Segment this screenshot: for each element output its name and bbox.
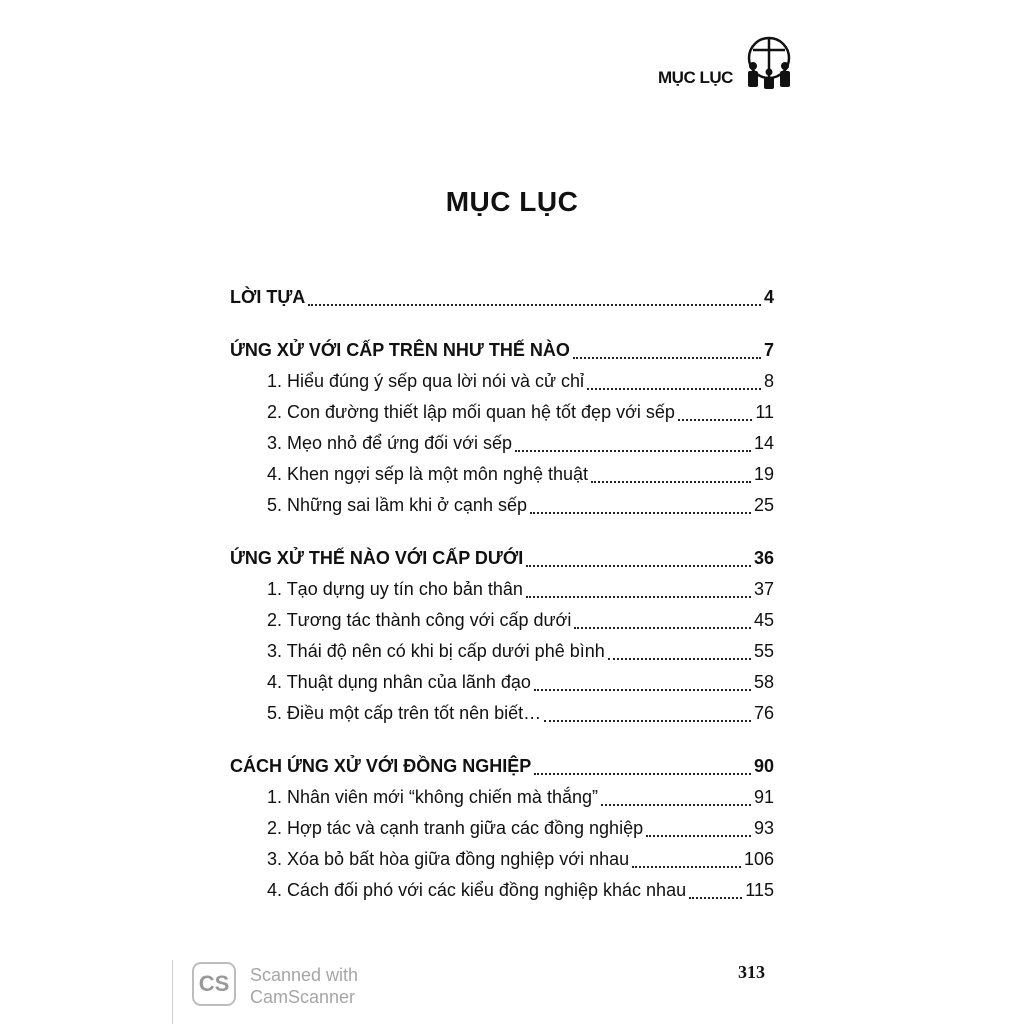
table-of-contents: [230, 282, 774, 928]
toc-entry-title: 2. Tương tác thành công với cấp dưới: [267, 610, 572, 630]
toc-section-heading: [230, 335, 774, 366]
toc-section-heading-title: ỨNG XỬ VỚI CẤP TRÊN NHƯ THẾ NÀO: [230, 340, 570, 360]
scanner-watermark: [250, 964, 358, 1008]
dot-leader: [526, 596, 751, 598]
page-title: MỤC LỤC: [445, 186, 579, 217]
toc-entry: [230, 844, 774, 875]
toc-entry-title: 3. Mẹo nhỏ để ứng đối với sếp: [267, 433, 513, 453]
dot-leader: [587, 388, 761, 390]
scanner-line-2: CamScanner: [250, 987, 356, 1007]
toc-section-heading: [230, 543, 774, 574]
dot-leader: [308, 304, 761, 306]
toc-section-heading: [230, 751, 774, 782]
toc-entry: [230, 667, 774, 698]
toc-entry: [230, 636, 774, 667]
dot-leader: [515, 450, 751, 452]
toc-section-heading-page: 90: [753, 756, 774, 776]
toc-entry-page: 11: [755, 402, 774, 422]
toc-entry: [230, 875, 774, 906]
toc-entry: [230, 366, 774, 397]
toc-entry: [230, 459, 774, 490]
globe-cross-people-icon: [741, 36, 797, 92]
toc-entry-title: 4. Cách đối phó với các kiểu đồng nghiệp khác nhau: [267, 880, 687, 900]
dot-leader: [544, 720, 751, 722]
toc-entry: [230, 428, 774, 459]
dot-leader: [574, 627, 751, 629]
dot-leader: [678, 419, 752, 421]
toc-entry-page: 55: [753, 641, 774, 661]
toc-entry: [230, 574, 774, 605]
toc-section: [230, 543, 774, 729]
dot-leader: [608, 658, 751, 660]
toc-section-heading-page: 36: [753, 548, 774, 568]
toc-entry-title: 2. Con đường thiết lập mối quan hệ tốt đẹp với sếp: [267, 402, 675, 422]
toc-entry-page: 25: [753, 495, 774, 515]
toc-entry: [230, 397, 774, 428]
running-header: MỤC LỤC: [658, 68, 733, 87]
toc-entry: [230, 813, 774, 844]
toc-section: [230, 282, 774, 313]
dot-leader: [646, 835, 751, 837]
toc-entry-title: 4. Khen ngợi sếp là một môn nghệ thuật: [267, 464, 589, 484]
dot-leader: [601, 804, 751, 806]
toc-entry-page: 93: [753, 818, 774, 838]
toc-entry-title: 1. Hiểu đúng ý sếp qua lời nói và cử chỉ: [267, 371, 585, 391]
toc-section-heading: [230, 282, 774, 313]
toc-entry-page: 19: [753, 464, 774, 484]
dot-leader: [534, 689, 751, 691]
toc-entry-page: 91: [753, 787, 774, 807]
toc-entry-title: 5. Những sai lầm khi ở cạnh sếp: [267, 495, 527, 515]
toc-entry-title: 1. Nhân viên mới “không chiến mà thắng”: [267, 787, 598, 807]
toc-entry-title: 3. Thái độ nên có khi bị cấp dưới phê bình: [267, 641, 605, 661]
scanner-divider: [172, 960, 173, 1024]
scanner-line-1: Scanned with: [250, 965, 359, 985]
camscanner-logo: CS: [192, 962, 236, 1006]
toc-entry-title: 5. Điều một cấp trên tốt nên biết…: [267, 703, 542, 723]
toc-entry-page: 76: [753, 703, 774, 723]
page-number: 313: [738, 962, 765, 982]
toc-section-heading-title: LỜI TỰA: [230, 287, 306, 307]
toc-section-heading-page: 7: [763, 340, 774, 360]
dot-leader: [526, 565, 751, 567]
toc-entry-page: 58: [753, 672, 774, 692]
toc-entry-page: 115: [745, 880, 774, 900]
toc-entry-page: 106: [743, 849, 774, 869]
toc-entry-title: 1. Tạo dựng uy tín cho bản thân: [267, 579, 523, 599]
toc-entry-title: 3. Xóa bỏ bất hòa giữa đồng nghiệp với nhau: [267, 849, 630, 869]
dot-leader: [534, 773, 751, 775]
toc-section-heading-title: CÁCH ỨNG XỬ VỚI ĐỒNG NGHIỆP: [230, 756, 532, 776]
dot-leader: [632, 866, 741, 868]
toc-entry-title: 2. Hợp tác và cạnh tranh giữa các đồng nghiệp: [267, 818, 644, 838]
dot-leader: [573, 357, 761, 359]
toc-section-heading-page: 4: [763, 287, 774, 307]
toc-entry-page: 37: [753, 579, 774, 599]
toc-entry-page: 8: [763, 371, 774, 391]
toc-entry-page: 45: [753, 610, 774, 630]
toc-entry-page: 14: [753, 433, 774, 453]
toc-section: [230, 751, 774, 906]
toc-entry: [230, 490, 774, 521]
toc-entry: [230, 782, 774, 813]
toc-entry: [230, 698, 774, 729]
dot-leader: [591, 481, 751, 483]
toc-section: [230, 335, 774, 521]
toc-entry-title: 4. Thuật dụng nhân của lãnh đạo: [267, 672, 531, 692]
toc-section-heading-title: ỨNG XỬ THẾ NÀO VỚI CẤP DƯỚI: [230, 548, 524, 568]
toc-entry: [230, 605, 774, 636]
dot-leader: [689, 897, 742, 899]
dot-leader: [530, 512, 751, 514]
